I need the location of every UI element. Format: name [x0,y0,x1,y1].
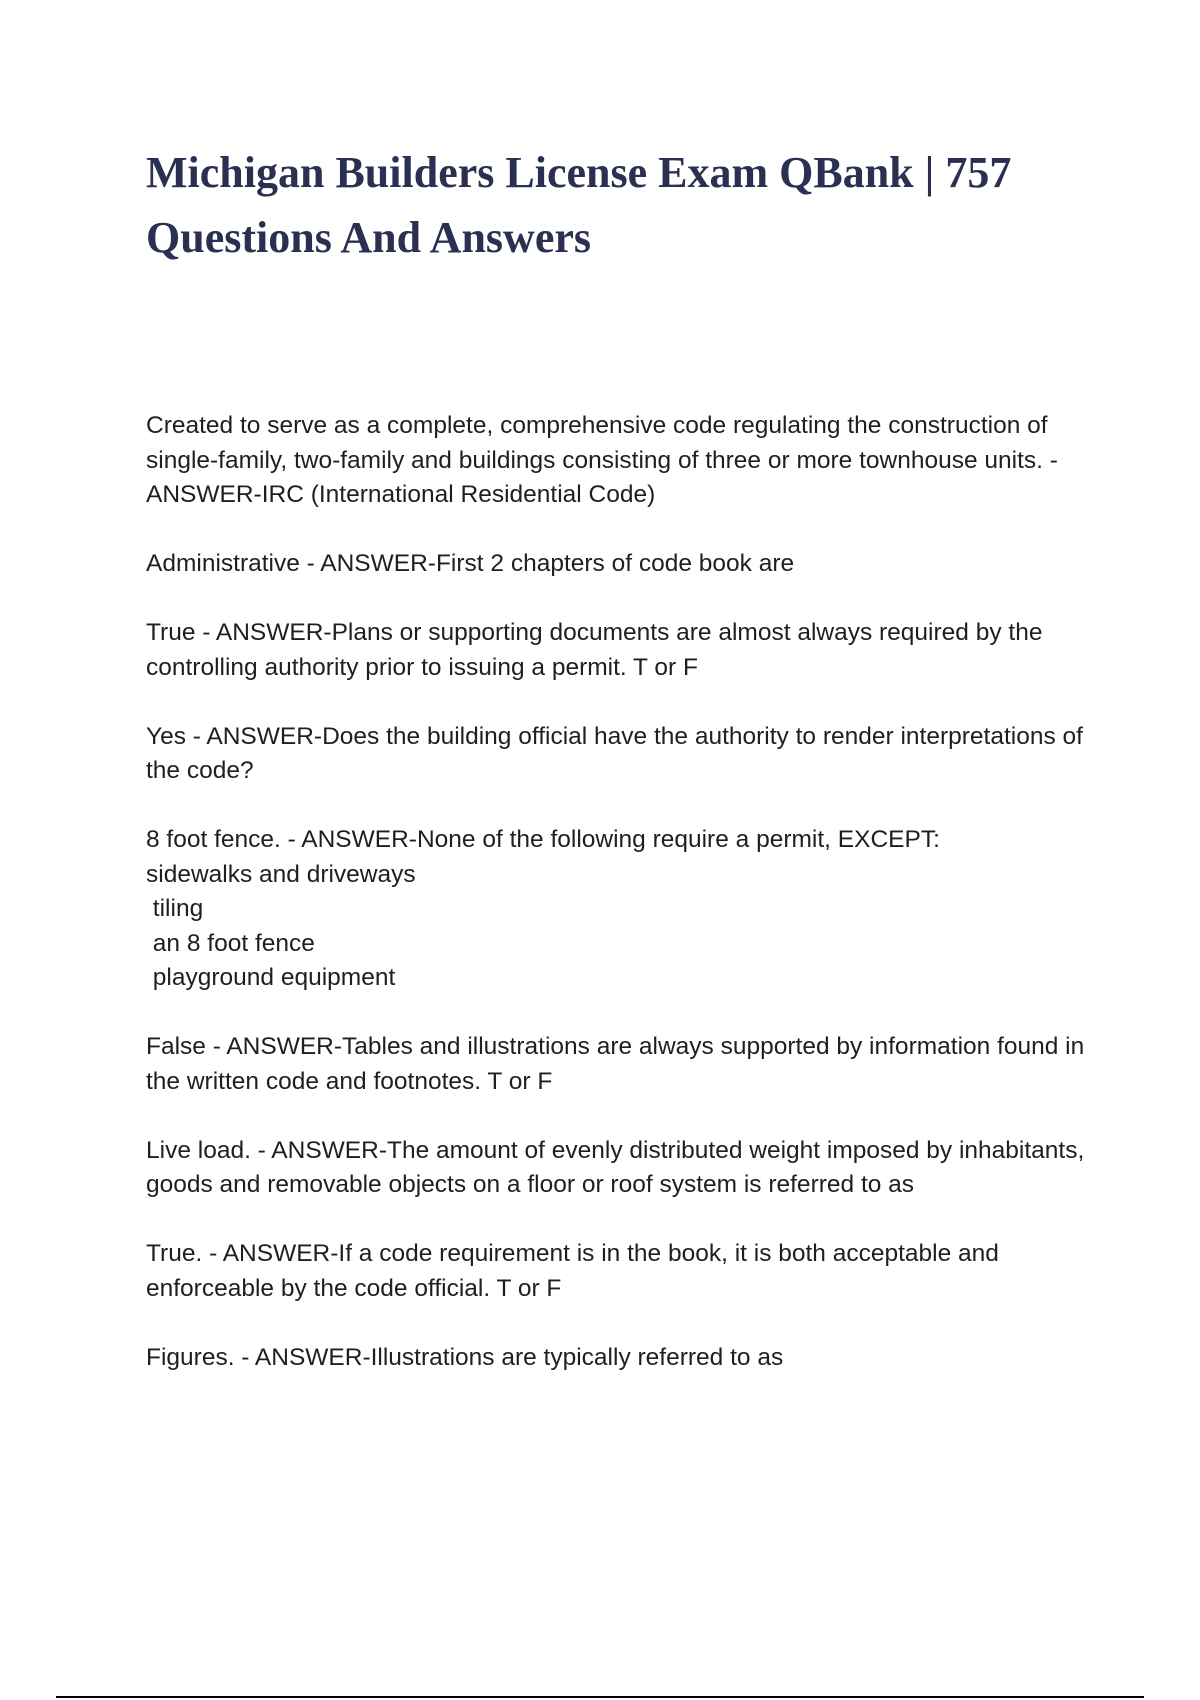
qa-list [146,409,1096,1410]
qa-entry [146,1134,1096,1203]
qa-text: Yes - ANSWER-Does the building official have the authority to render interpretations of the code? [146,722,1083,784]
qa-text: False - ANSWER-Tables and illustrations are always supported by information found in the written code and footnotes. T or F [146,1033,1085,1095]
footer-divider [56,1696,1144,1698]
qa-text: 8 foot fence. - ANSWER-None of the following require a permit, EXCEPT: [146,826,940,853]
qa-option: tiling [146,895,204,922]
qa-entry [146,1237,1096,1306]
qa-text: True - ANSWER-Plans or supporting documents are almost always required by the controlling authority prior to issuing a permit. T or F [146,619,1043,681]
qa-entry [146,823,1096,996]
qa-option: playground equipment [146,964,396,991]
qa-text: Figures. - ANSWER-Illustrations are typically referred to as [146,1343,784,1371]
qa-text: Live load. - ANSWER-The amount of evenly distributed weight imposed by inhabitants, goods and removable objects on a floor or roof system is referred to as [146,1136,1085,1198]
qa-entry [146,547,1096,582]
qa-entry [146,1030,1096,1099]
qa-text: Administrative - ANSWER-First 2 chapters of code book are [146,550,795,577]
qa-entry [146,1341,1096,1376]
qa-entry [146,616,1096,685]
qa-text: True. - ANSWER-If a code requirement is in the book, it is both acceptable and enforceable by the code official. T or F [146,1240,999,1302]
qa-option: sidewalks and driveways [146,860,416,888]
qa-text: Created to serve as a complete, comprehensive code regulating the construction of single-family, two-family and buildings consisting of three or more townhouse units. - ANSWER-IRC (International Residential Code) [146,412,1058,508]
document-title: Michigan Builders License Exam QBank | 757 Questions And Answers [146,148,1012,262]
qa-entry [146,720,1096,789]
qa-option: an 8 foot fence [146,929,315,957]
qa-entry [146,409,1096,513]
